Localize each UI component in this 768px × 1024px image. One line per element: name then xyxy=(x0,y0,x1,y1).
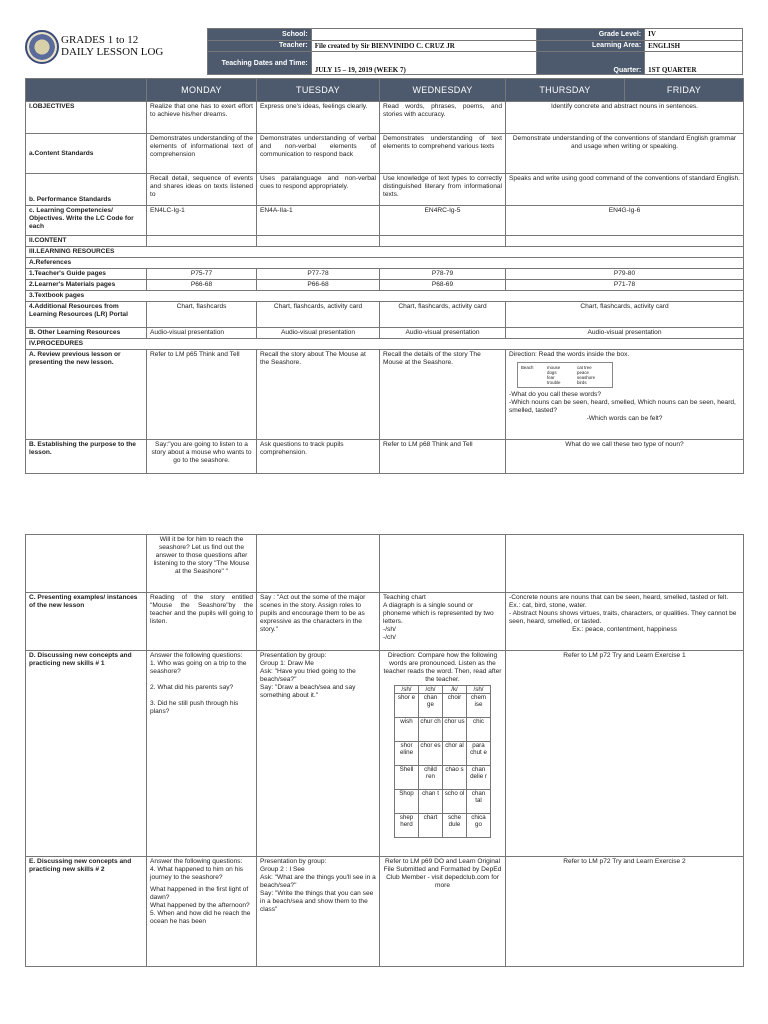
objectives-thu-fri: Identify concrete and abstract nouns in sentences. xyxy=(506,102,744,134)
other-resources-mon: Audio-visual presentation xyxy=(147,328,257,339)
discuss-1-tue-2: Group 1: Draw Me xyxy=(260,660,314,667)
teachers-guide-wed: P78-79 xyxy=(380,269,506,280)
day-friday: FRIDAY xyxy=(625,79,744,102)
other-resources-wed: Audio-visual presentation xyxy=(380,328,506,339)
review-thu-fri xyxy=(506,350,744,440)
learning-resources-row xyxy=(26,247,744,258)
discuss-1-mon-4: 3. Did he still push through his plans? xyxy=(150,700,239,715)
content-standards-tue: Demonstrates understanding of verbal and non-verbal elements of communication to respond back xyxy=(257,134,380,174)
review-direction: Direction: Read the words inside the box. xyxy=(509,351,630,358)
performance-standards-tue: Uses paralanguage and non-verbal cues to respond appropriately. xyxy=(257,174,380,206)
discuss-2-mon-4: What happened by the afternoon? xyxy=(150,902,250,909)
digraph-word-cell: scho ol xyxy=(443,790,467,814)
discuss-1-tue xyxy=(257,651,380,857)
discuss-2-tue-1: Presentation by group: xyxy=(260,858,327,865)
box-word: fear xyxy=(547,375,555,380)
discuss-2-mon xyxy=(147,857,257,967)
additional-resources-tue: Chart, flashcards, activity card xyxy=(257,302,380,328)
discuss-1-row xyxy=(26,651,744,857)
discuss-1-thu-fri: Refer to LM p72 Try and Learn Exercise 1 xyxy=(506,651,744,857)
box-word: peace xyxy=(577,370,589,375)
teacher-value: File created by Sir BIENVINIDO C. CRUZ JR xyxy=(311,40,537,52)
digraph-word-cell: shor eline xyxy=(395,742,419,766)
digraph-word-cell: chor us xyxy=(443,718,467,742)
performance-standards-row xyxy=(26,174,744,206)
learners-materials-thu-fri: P71-78 xyxy=(506,280,744,291)
teachers-guide-label: 1.Teacher's Guide pages xyxy=(26,269,147,280)
digraph-word-cell: Shop xyxy=(395,790,419,814)
performance-standards-thu-fri: Speaks and write using good command of the conventions of standard English. xyxy=(506,174,744,206)
objectives-row xyxy=(26,102,744,134)
digraph-header-cell: /k/ xyxy=(443,686,467,694)
presenting-wed xyxy=(380,593,506,651)
lesson-log-table-continued xyxy=(25,534,744,967)
purpose-row xyxy=(26,440,744,474)
references-label: A.References xyxy=(26,258,744,269)
learners-materials-mon: P66-68 xyxy=(147,280,257,291)
learners-materials-row xyxy=(26,280,744,291)
discuss-2-mon-5: 5. When and how did he reach the ocean he has been xyxy=(150,910,251,925)
box-word: cat tree xyxy=(577,365,592,370)
discuss-2-wed: Refer to LM p69 DO and Learn Original File Submitted and Formatted by DepEd Club Member - visit depedclub.com for more xyxy=(380,857,506,967)
learners-materials-label: 2.Learner's Materials pages xyxy=(26,280,147,291)
digraph-chart-row xyxy=(395,742,491,766)
digraph-word-cell: sche dule xyxy=(443,814,467,838)
deped-seal-icon xyxy=(25,30,59,64)
learning-resources-label: III.LEARNING RESOURCES xyxy=(26,247,744,258)
discuss-2-mon-2: 4. What happened to him on his journey to the seashore? xyxy=(150,866,244,881)
digraph-word-cell: chao s xyxy=(443,766,467,790)
brand-line-1: GRADES 1 to 12 xyxy=(61,34,139,46)
day-monday: MONDAY xyxy=(147,79,257,102)
discuss-1-wed xyxy=(380,651,506,857)
box-word: seashore xyxy=(577,375,596,380)
content-standards-mon: Demonstrates understanding of the elements of informational text of comprehension xyxy=(147,134,257,174)
teachers-guide-thu-fri: P79-80 xyxy=(506,269,744,280)
review-question-2: -Which nouns can be seen, heard, smelled, Which nouns can be seen, heard, smelled, tasted? xyxy=(509,399,736,414)
digraph-chart-row xyxy=(395,766,491,790)
presenting-thu-fri-3: - Abstract Nouns shows virtues, traits, characters, or qualities. They cannot be seen, heard, smelled, or tasted. xyxy=(509,610,737,625)
digraph-word-cell: chan ge xyxy=(419,694,443,718)
box-word: trouble xyxy=(547,380,561,385)
learners-materials-wed: P68-69 xyxy=(380,280,506,291)
box-word: mouse xyxy=(547,365,561,370)
digraph-word-cell: chur ch xyxy=(419,718,443,742)
additional-resources-row xyxy=(26,302,744,328)
content-standards-row xyxy=(26,134,744,174)
references-row xyxy=(26,258,744,269)
discuss-2-tue xyxy=(257,857,380,967)
additional-resources-label: 4.Additional Resources from Learning Resources (LR) Portal xyxy=(26,302,147,328)
digraph-word-cell: chic xyxy=(467,718,491,742)
digraph-word-cell: Shell xyxy=(395,766,419,790)
presenting-thu-fri-1: -Concrete nouns are nouns that can be seen, heard, smelled, tasted or felt. xyxy=(509,594,729,601)
lesson-log-table xyxy=(25,78,744,474)
additional-resources-thu-fri: Chart, flashcards, activity card xyxy=(506,302,744,328)
discuss-1-label: D. Discussing new concepts and practicing new skills # 1 xyxy=(26,651,147,857)
lesson-log-page-2 xyxy=(0,530,768,1024)
discuss-1-tue-1: Presentation by group: xyxy=(260,652,327,659)
learning-area-label: Learning Area: xyxy=(537,40,645,52)
objectives-mon: Realize that one has to exert effort to achieve his/her dreams. xyxy=(147,102,257,134)
content-label: II.CONTENT xyxy=(26,236,147,247)
procedures-row xyxy=(26,339,744,350)
box-word: birds xyxy=(577,380,587,385)
day-wednesday: WEDNESDAY xyxy=(380,79,506,102)
discuss-2-label: E. Discussing new concepts and practicing new skills # 2 xyxy=(26,857,147,967)
box-word: dogs xyxy=(547,370,557,375)
digraph-word-cell: wish xyxy=(395,718,419,742)
other-resources-thu-fri: Audio-visual presentation xyxy=(506,328,744,339)
digraph-word-cell: chor es xyxy=(419,742,443,766)
digraph-chart-row xyxy=(395,790,491,814)
review-wed: Recall the details of the story The Mouse at the Seashore. xyxy=(380,350,506,440)
other-resources-row xyxy=(26,328,744,339)
review-question-1: -What do you call these words? xyxy=(509,391,601,398)
purpose-wed: Refer to LM p68 Think and Tell xyxy=(380,440,506,474)
corner-cell xyxy=(26,79,147,102)
brand-line-2: DAILY LESSON LOG xyxy=(61,46,164,58)
school-label: School: xyxy=(208,29,312,41)
purpose-thu-fri: What do we call these two type of noun? xyxy=(506,440,744,474)
discuss-2-tue-4: Say: "Write the things that you can see in a beach/sea and show them to the class" xyxy=(260,890,374,913)
digraph-word-cell: para chut e xyxy=(467,742,491,766)
competencies-mon: EN4LC-Ig-1 xyxy=(147,206,257,236)
digraph-header-cell: /sh/ xyxy=(467,686,491,694)
digraph-direction: Direction: Compare how the following words are pronounced. Listen as the teacher reads the word. Then, read after the teacher. xyxy=(383,652,502,683)
digraph-word-cell: child ren xyxy=(419,766,443,790)
presenting-thu-fri-4: Ex.: peace, contentment, happiness xyxy=(572,626,677,633)
review-row xyxy=(26,350,744,440)
teacher-label: Teacher: xyxy=(208,40,312,52)
presenting-mon: Reading of the story entitled "Mouse the Seashore"by the teacher and the pupils will going to listen. xyxy=(147,593,257,651)
other-resources-tue: Audio-visual presentation xyxy=(257,328,380,339)
discuss-2-mon-3: What happened in the first light of dawn? xyxy=(150,886,249,901)
digraph-word-cell: chor al xyxy=(443,742,467,766)
digraph-header-cell: /sh/ xyxy=(395,686,419,694)
discuss-2-tue-2: Group 2 : I See xyxy=(260,866,305,873)
day-header-row xyxy=(26,79,744,102)
quarter-label: Quarter: xyxy=(537,52,645,75)
content-standards-thu-fri: Demonstrate understanding of the conventions of standard English grammar and usage when writing or speaking. xyxy=(506,134,744,174)
review-question-3: -Which words can be felt? xyxy=(586,415,663,422)
digraph-chart-row xyxy=(395,718,491,742)
presenting-wed-2: A diagraph is a single sound or phoneme which is represented by two letters. xyxy=(383,602,494,625)
performance-standards-mon: Recall detail, sequence of events and shares ideas on texts listened to xyxy=(147,174,257,206)
additional-resources-wed: Chart, flashcards, activity card xyxy=(380,302,506,328)
discuss-1-tue-3: Ask: "Have you tried going to the beach/sea?" xyxy=(260,668,356,683)
digraph-word-cell: chan t xyxy=(419,790,443,814)
presenting-row xyxy=(26,593,744,651)
digraph-word-cell: shep herd xyxy=(395,814,419,838)
presenting-tue: Say : "Act out the some of the major scenes in the story. Assign roles to pupils and encourage them to be as expressive as the characters in the story." xyxy=(257,593,380,651)
school-value xyxy=(311,29,537,41)
review-mon: Refer to LM p65 Think and Tell xyxy=(147,350,257,440)
content-standards-label: a.Content Standards xyxy=(26,134,147,174)
box-word xyxy=(521,380,547,385)
review-label: A. Review previous lesson or presenting the new lesson. xyxy=(26,350,147,440)
lesson-log-page-1 xyxy=(0,0,768,500)
discuss-2-mon-1: Answer the following questions: xyxy=(150,858,243,865)
procedures-label: IV.PROCEDURES xyxy=(26,339,744,350)
presenting-wed-4: -/ch/ xyxy=(383,634,396,641)
teachers-guide-tue: P77-78 xyxy=(257,269,380,280)
digraph-word-cell: chica go xyxy=(467,814,491,838)
digraph-chart-row xyxy=(395,814,491,838)
competencies-row xyxy=(26,206,744,236)
objectives-wed: Read words, phrases, poems, and stories with accuracy. xyxy=(380,102,506,134)
discuss-1-mon xyxy=(147,651,257,857)
teachers-guide-row xyxy=(26,269,744,280)
purpose-mon: Say:"you are going to listen to a story about a mouse who wants to go to the seashore. xyxy=(147,440,257,474)
objectives-label: I.OBJECTIVES xyxy=(26,102,147,134)
document-brand xyxy=(61,34,163,58)
presenting-wed-3: -/sh/ xyxy=(383,626,396,633)
discuss-1-mon-3: 2. What did his parents say? xyxy=(150,684,234,691)
digraph-word-cell: choir xyxy=(443,694,467,718)
learners-materials-tue: P66-68 xyxy=(257,280,380,291)
competencies-label: c. Learning Competencies/ Objectives. Write the LC Code for each xyxy=(26,206,147,236)
quarter-value: 1ST QUARTER xyxy=(645,52,743,75)
purpose-continued-row xyxy=(26,535,744,593)
competencies-tue: EN4A-IIa-1 xyxy=(257,206,380,236)
box-word: Beach xyxy=(521,365,534,370)
learning-area-value: ENGLISH xyxy=(645,40,743,52)
presenting-thu-fri xyxy=(506,593,744,651)
grade-level-label: Grade Level: xyxy=(537,29,645,41)
day-thursday: THURSDAY xyxy=(506,79,625,102)
competencies-thu-fri: EN4G-Ig-6 xyxy=(506,206,744,236)
additional-resources-mon: Chart, flashcards xyxy=(147,302,257,328)
digraph-word-cell: chart xyxy=(419,814,443,838)
objectives-tue: Express one's ideas, feelings clearly. xyxy=(257,102,380,134)
digraph-chart xyxy=(394,685,491,838)
digraph-word-cell: chan tal xyxy=(467,790,491,814)
digraph-chart-header xyxy=(395,686,491,694)
presenting-label: C. Presenting examples/ instances of the new lesson xyxy=(26,593,147,651)
digraph-word-cell: chem ise xyxy=(467,694,491,718)
digraph-header-cell: /ch/ xyxy=(419,686,443,694)
purpose-tue: Ask questions to track pupils comprehension. xyxy=(257,440,380,474)
discuss-1-mon-1: Answer the following questions: xyxy=(150,652,243,659)
content-row xyxy=(26,236,744,247)
day-tuesday: TUESDAY xyxy=(257,79,380,102)
grade-level-value: IV xyxy=(645,29,743,41)
discuss-1-tue-4: Say: "Draw a beach/sea and say something about it." xyxy=(260,684,356,699)
competencies-wed: EN4RC-Ig-5 xyxy=(380,206,506,236)
other-resources-label: B. Other Learning Resources xyxy=(26,328,147,339)
textbook-label: 3.Textbook pages xyxy=(26,291,744,302)
digraph-word-cell: shor e xyxy=(395,694,419,718)
content-standards-wed: Demonstrates understanding of text elements to comprehend various texts xyxy=(380,134,506,174)
discuss-2-tue-3: Ask: "What are the things you'll see in a beach/sea?" xyxy=(260,874,376,889)
performance-standards-wed: Use knowledge of text types to correctly distinguished literary from informational texts. xyxy=(380,174,506,206)
purpose-continued-mon: Will it be for him to reach the seashore? Let us find out the answer to those questions after listening to the story "The Mouse at the Seashore" " xyxy=(147,535,257,593)
document-header xyxy=(25,28,743,74)
digraph-chart-row xyxy=(395,694,491,718)
performance-standards-label: b. Performance Standards xyxy=(26,174,147,206)
discuss-1-mon-2: 1. Who was going on a trip to the seashore? xyxy=(150,660,247,675)
digraph-word-cell: chan delie r xyxy=(467,766,491,790)
teachers-guide-mon: P75-77 xyxy=(147,269,257,280)
discuss-2-thu-fri: Refer to LM p72 Try and Learn Exercise 2 xyxy=(506,857,744,967)
teaching-dates-value: JULY 15 – 19, 2019 (WEEK 7) xyxy=(311,52,537,75)
lesson-info-table xyxy=(207,28,743,75)
textbook-row xyxy=(26,291,744,302)
presenting-wed-1: Teaching chart xyxy=(383,594,426,601)
presenting-thu-fri-2: Ex.: cat, bird, stone, water. xyxy=(509,602,587,609)
review-tue: Recall the story about The Mouse at the Seashore. xyxy=(257,350,380,440)
teaching-dates-label: Teaching Dates and Time: xyxy=(208,52,312,75)
word-box xyxy=(517,362,613,388)
discuss-2-row xyxy=(26,857,744,967)
purpose-label: B. Establishing the purpose to the lesson. xyxy=(26,440,147,474)
